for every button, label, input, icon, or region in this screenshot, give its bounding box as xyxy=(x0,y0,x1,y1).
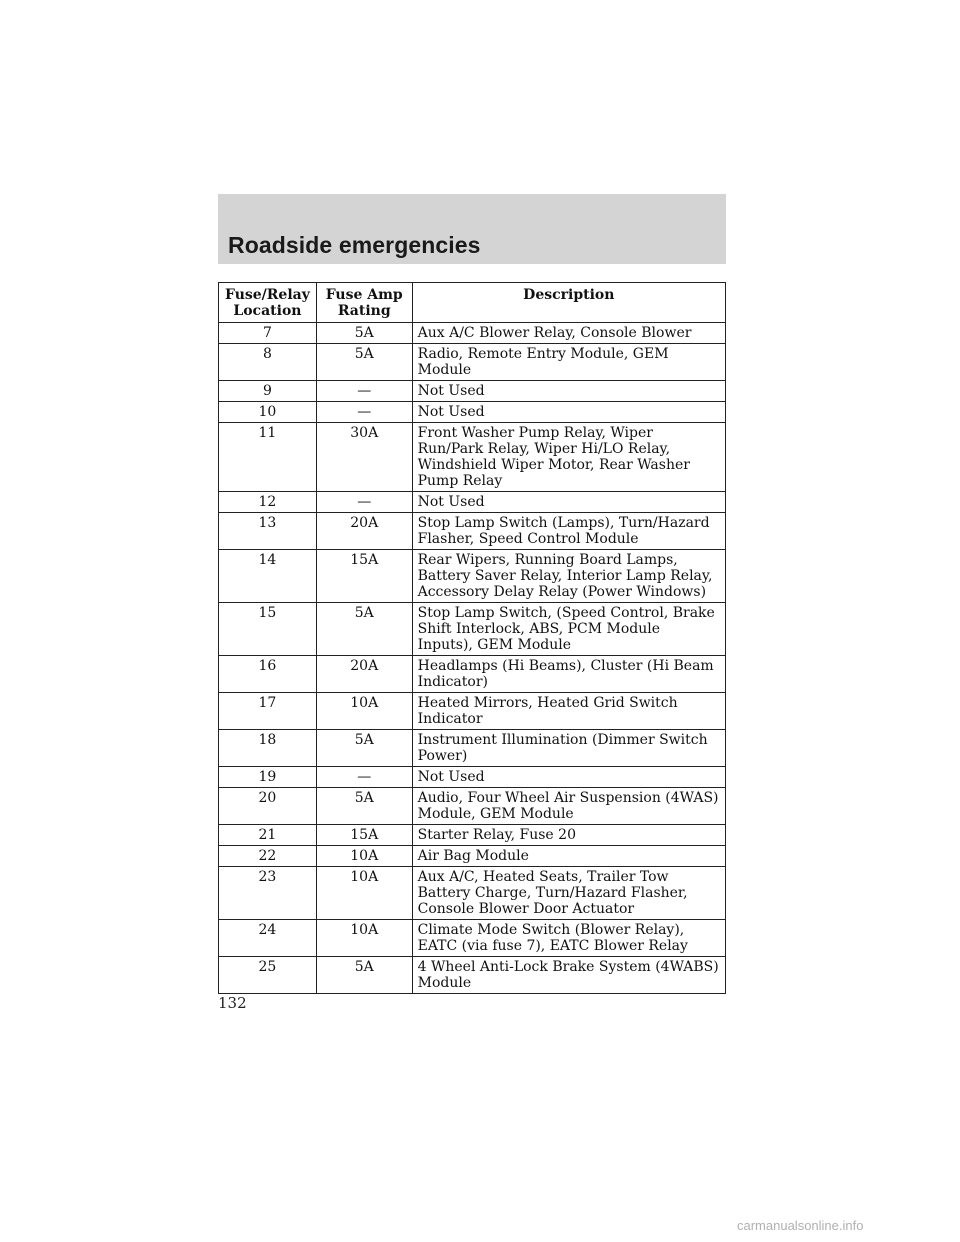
cell-location: 10 xyxy=(219,402,317,423)
cell-description: Not Used xyxy=(412,767,725,788)
table-row xyxy=(219,344,726,381)
table-row xyxy=(219,920,726,957)
cell-description: Radio, Remote Entry Module, GEM Module xyxy=(412,344,725,381)
table-row xyxy=(219,846,726,867)
cell-description: Heated Mirrors, Heated Grid Switch Indicator xyxy=(412,693,725,730)
cell-description: Rear Wipers, Running Board Lamps, Battery Saver Relay, Interior Lamp Relay, Accessory Delay Relay (Power Windows) xyxy=(412,550,725,603)
table-row xyxy=(219,323,726,344)
cell-location: 13 xyxy=(219,513,317,550)
page-number: 132 xyxy=(218,994,247,1012)
cell-rating: 10A xyxy=(316,867,412,920)
table-row xyxy=(219,825,726,846)
cell-rating: 15A xyxy=(316,550,412,603)
watermark: carmanualsonline.info xyxy=(737,1218,864,1233)
table-row xyxy=(219,867,726,920)
cell-location: 19 xyxy=(219,767,317,788)
cell-description: Air Bag Module xyxy=(412,846,725,867)
fuse-table xyxy=(218,282,726,994)
cell-description: Not Used xyxy=(412,402,725,423)
cell-description: Audio, Four Wheel Air Suspension (4WAS) Module, GEM Module xyxy=(412,788,725,825)
cell-rating: — xyxy=(316,767,412,788)
cell-rating: 5A xyxy=(316,323,412,344)
cell-description: Instrument Illumination (Dimmer Switch Power) xyxy=(412,730,725,767)
cell-rating: 5A xyxy=(316,344,412,381)
table-header-row xyxy=(219,283,726,323)
cell-location: 9 xyxy=(219,381,317,402)
cell-location: 22 xyxy=(219,846,317,867)
cell-description: Not Used xyxy=(412,381,725,402)
section-title: Roadside emergencies xyxy=(228,232,481,258)
cell-rating: 5A xyxy=(316,788,412,825)
cell-rating: 15A xyxy=(316,825,412,846)
cell-rating: 10A xyxy=(316,693,412,730)
table-row xyxy=(219,693,726,730)
cell-location: 17 xyxy=(219,693,317,730)
cell-description: Aux A/C Blower Relay, Console Blower xyxy=(412,323,725,344)
table-row xyxy=(219,767,726,788)
cell-description: 4 Wheel Anti-Lock Brake System (4WABS) Module xyxy=(412,957,725,994)
table-row xyxy=(219,402,726,423)
cell-description: Aux A/C, Heated Seats, Trailer Tow Battery Charge, Turn/Hazard Flasher, Console Blower Door Actuator xyxy=(412,867,725,920)
cell-description: Not Used xyxy=(412,492,725,513)
cell-rating: 30A xyxy=(316,423,412,492)
table-row xyxy=(219,513,726,550)
cell-rating: 5A xyxy=(316,603,412,656)
cell-rating: 10A xyxy=(316,846,412,867)
cell-location: 12 xyxy=(219,492,317,513)
table-row xyxy=(219,957,726,994)
table-row xyxy=(219,423,726,492)
cell-description: Stop Lamp Switch, (Speed Control, Brake Shift Interlock, ABS, PCM Module Inputs), GEM Module xyxy=(412,603,725,656)
cell-rating: 10A xyxy=(316,920,412,957)
table-body xyxy=(219,323,726,994)
cell-location: 15 xyxy=(219,603,317,656)
header-description: Description xyxy=(412,283,725,323)
table-row xyxy=(219,492,726,513)
cell-location: 21 xyxy=(219,825,317,846)
cell-location: 14 xyxy=(219,550,317,603)
header-location: Fuse/Relay Location xyxy=(219,283,317,323)
cell-location: 8 xyxy=(219,344,317,381)
cell-description: Stop Lamp Switch (Lamps), Turn/Hazard Flasher, Speed Control Module xyxy=(412,513,725,550)
cell-description: Headlamps (Hi Beams), Cluster (Hi Beam Indicator) xyxy=(412,656,725,693)
cell-rating: 20A xyxy=(316,513,412,550)
table-row xyxy=(219,603,726,656)
cell-rating: 5A xyxy=(316,957,412,994)
table-row xyxy=(219,656,726,693)
header-rating: Fuse Amp Rating xyxy=(316,283,412,323)
cell-location: 7 xyxy=(219,323,317,344)
cell-description: Front Washer Pump Relay, Wiper Run/Park Relay, Wiper Hi/LO Relay, Windshield Wiper Motor, Rear Washer Pump Relay xyxy=(412,423,725,492)
cell-location: 11 xyxy=(219,423,317,492)
table-row xyxy=(219,381,726,402)
table-row xyxy=(219,788,726,825)
cell-description: Starter Relay, Fuse 20 xyxy=(412,825,725,846)
cell-location: 24 xyxy=(219,920,317,957)
cell-rating: 20A xyxy=(316,656,412,693)
table-row xyxy=(219,550,726,603)
cell-rating: — xyxy=(316,492,412,513)
cell-location: 18 xyxy=(219,730,317,767)
cell-rating: 5A xyxy=(316,730,412,767)
cell-location: 25 xyxy=(219,957,317,994)
cell-location: 23 xyxy=(219,867,317,920)
cell-rating: — xyxy=(316,381,412,402)
cell-rating: — xyxy=(316,402,412,423)
cell-description: Climate Mode Switch (Blower Relay), EATC (via fuse 7), EATC Blower Relay xyxy=(412,920,725,957)
cell-location: 20 xyxy=(219,788,317,825)
table-row xyxy=(219,730,726,767)
cell-location: 16 xyxy=(219,656,317,693)
